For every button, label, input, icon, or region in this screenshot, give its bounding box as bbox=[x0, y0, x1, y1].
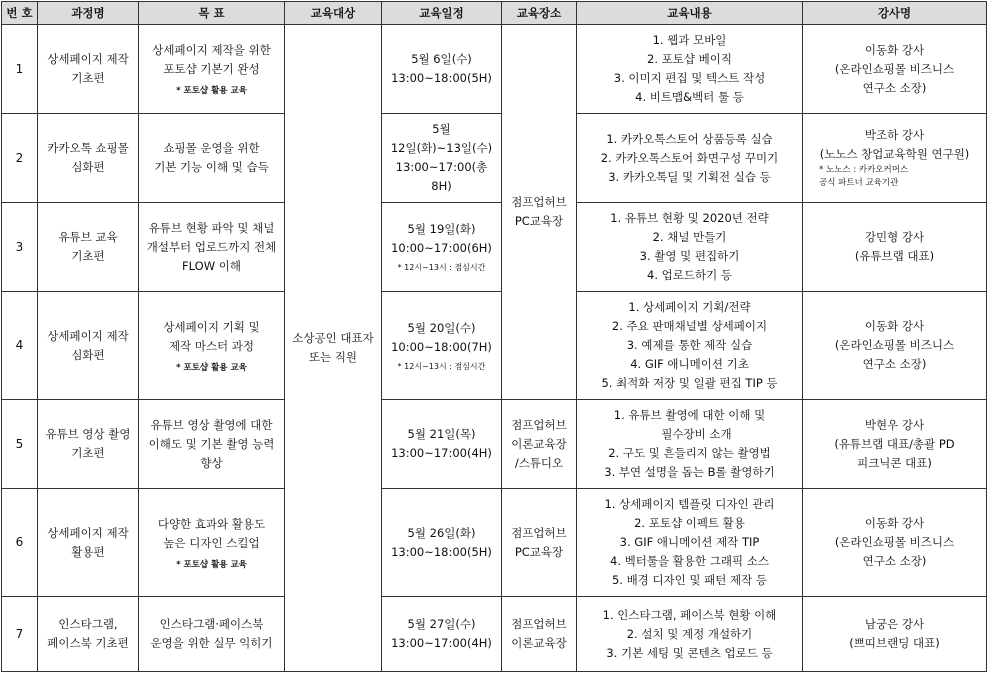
text-line: 5월 21일(목) bbox=[407, 427, 476, 441]
schedule-note: * 12시~13시 : 점심시간 bbox=[397, 263, 486, 272]
instructor bbox=[803, 292, 987, 400]
text-line: 4. GIF 애니메이션 기초 bbox=[630, 357, 749, 371]
text-line: 운영을 위한 실무 익히기 bbox=[150, 636, 273, 650]
text-line: 이론교육장 bbox=[511, 636, 567, 650]
instructor bbox=[803, 114, 987, 203]
text-line: 13:00~17:00(총 8H) bbox=[395, 160, 488, 193]
table-row bbox=[2, 114, 987, 203]
schedule bbox=[382, 400, 502, 489]
course-name bbox=[38, 114, 139, 203]
place-shared bbox=[502, 25, 577, 400]
place bbox=[502, 597, 577, 672]
row-number: 4 bbox=[2, 292, 38, 400]
text-line: 10:00~17:00(6H) bbox=[391, 241, 492, 255]
text-line: 포토샵 기본기 완성 bbox=[163, 62, 260, 76]
table-row bbox=[2, 203, 987, 292]
goal-note: * 포토샵 활용 교육 bbox=[176, 86, 247, 96]
content-list bbox=[577, 489, 803, 597]
education-schedule-table bbox=[1, 1, 987, 672]
table-row bbox=[2, 25, 987, 114]
text-line: 강민형 강사 bbox=[864, 230, 925, 244]
text-line: 5월 6일(수) bbox=[411, 52, 472, 66]
text-line: (온라인쇼핑몰 비즈니스 bbox=[834, 535, 955, 549]
text-line: 5월 bbox=[432, 122, 451, 136]
text-line: (유튜브랩 대표) bbox=[854, 249, 935, 263]
text-line: 심화편 bbox=[71, 347, 105, 362]
text-line: 5. 배경 디자인 및 패턴 제작 등 bbox=[611, 573, 768, 587]
content-list bbox=[577, 203, 803, 292]
header-instructor: 강사명 bbox=[803, 2, 987, 25]
text-line: 인스타그램, bbox=[58, 617, 118, 631]
text-line: 4. 업로드하기 등 bbox=[647, 268, 732, 282]
row-number: 2 bbox=[2, 114, 38, 203]
header-schedule: 교육일정 bbox=[382, 2, 502, 25]
text-line: 박현우 강사 bbox=[864, 417, 925, 432]
text-line: 향상 bbox=[200, 455, 223, 470]
table-row bbox=[2, 292, 987, 400]
goal-note: * 포토샵 활용 교육 bbox=[176, 559, 247, 570]
text-line: 박조하 강사 bbox=[864, 128, 925, 142]
header-course: 과정명 bbox=[38, 2, 139, 25]
text-line: 유튜브 영상 촬영에 대한 bbox=[150, 417, 273, 432]
text-line: 쇼핑몰 운영을 위한 bbox=[163, 141, 260, 155]
header-place: 교육장소 bbox=[502, 2, 577, 25]
target-audience bbox=[285, 25, 382, 672]
text-line: 1. 웹과 모바일 bbox=[652, 33, 727, 47]
text-line: (유튜브랩 대표/총괄 PD bbox=[834, 436, 955, 451]
text-line: 이동화 강사 bbox=[864, 42, 925, 57]
text-line: PC교육장 bbox=[514, 214, 564, 228]
goal-note: * 포토샵 활용 교육 bbox=[176, 362, 247, 373]
header-content: 교육내용 bbox=[577, 2, 803, 25]
text-line: 카카오톡 쇼핑몰 bbox=[47, 141, 129, 155]
instructor-note: * 노노스 : 카카오커머스 공식 파트너 교육기관 bbox=[819, 165, 909, 188]
content-list bbox=[577, 597, 803, 672]
text-line: 상세페이지 제작 bbox=[47, 525, 129, 540]
text-line: 기초편 bbox=[71, 446, 105, 460]
instructor bbox=[803, 203, 987, 292]
text-line: 10:00~18:00(7H) bbox=[391, 339, 492, 354]
content-list bbox=[577, 400, 803, 489]
text-line: 유튜브 교육 bbox=[58, 230, 118, 244]
text-line: 필수장비 소개 bbox=[661, 427, 732, 441]
text-line: PC교육장 bbox=[514, 544, 564, 559]
text-line: 1. 상세페이지 기획/전략 bbox=[628, 300, 751, 314]
text-line: /스튜디오 bbox=[514, 455, 564, 470]
header-row bbox=[2, 2, 987, 25]
instructor bbox=[803, 489, 987, 597]
text-line: 기초편 bbox=[71, 249, 105, 263]
text-line: 2. 카카오톡스토어 화면구성 꾸미기 bbox=[600, 150, 779, 165]
text-line: 이해도 및 기본 촬영 능력 bbox=[148, 436, 275, 451]
text-line: 기초편 bbox=[71, 71, 105, 85]
text-line: 제작 마스터 과정 bbox=[168, 338, 255, 353]
row-number: 6 bbox=[2, 489, 38, 597]
course-name bbox=[38, 25, 139, 114]
goal bbox=[139, 597, 285, 672]
text-line: 상세페이지 제작 bbox=[47, 52, 129, 66]
text-line: 페이스북 기초편 bbox=[47, 636, 129, 650]
row-number: 5 bbox=[2, 400, 38, 489]
instructor bbox=[803, 400, 987, 489]
text-line: 유튜브 현황 파악 및 채널 bbox=[148, 220, 275, 235]
text-line: 3. 이미지 편집 및 텍스트 작성 bbox=[613, 71, 766, 85]
course-name bbox=[38, 203, 139, 292]
text-line: 1. 유튜브 현황 및 2020년 전략 bbox=[610, 211, 769, 225]
text-line: 1. 유튜브 촬영에 대한 이해 및 bbox=[613, 408, 766, 422]
text-line: 13:00~18:00(5H) bbox=[391, 544, 492, 559]
text-line: 4. 벡터툴을 활용한 그래픽 소스 bbox=[610, 554, 769, 568]
goal bbox=[139, 203, 285, 292]
text-line: 인스타그램·페이스북 bbox=[159, 617, 264, 631]
goal bbox=[139, 114, 285, 203]
text-line: 연구소 소장) bbox=[862, 80, 927, 95]
text-line: 5. 최적화 저장 및 일괄 편집 TIP 등 bbox=[601, 376, 778, 390]
text-line: 1. 인스타그램, 페이스북 현황 이해 bbox=[602, 607, 777, 622]
text-line: 소상공인 대표자 bbox=[292, 331, 374, 345]
table-row bbox=[2, 489, 987, 597]
text-line: 3. 예제를 통한 제작 실습 bbox=[626, 338, 753, 352]
text-line: 12일(화)~13일(수) bbox=[390, 141, 493, 155]
row-number: 3 bbox=[2, 203, 38, 292]
text-line: 2. 구도 및 흔들리지 않는 촬영법 bbox=[608, 446, 771, 460]
instructor bbox=[803, 597, 987, 672]
text-line: 이동화 강사 bbox=[864, 516, 925, 530]
text-line: (쁘띠브랜딩 대표) bbox=[849, 636, 940, 650]
text-line: (온라인쇼핑몰 비즈니스 bbox=[834, 338, 955, 352]
text-line: 3. GIF 애니메이션 제작 TIP bbox=[619, 535, 760, 549]
header-target: 교육대상 bbox=[285, 2, 382, 25]
schedule bbox=[382, 203, 502, 292]
text-line: 이론교육장 bbox=[511, 436, 567, 451]
goal bbox=[139, 489, 285, 597]
goal bbox=[139, 292, 285, 400]
row-number: 1 bbox=[2, 25, 38, 114]
header-no: 번 호 bbox=[2, 2, 38, 25]
text-line: 연구소 소장) bbox=[862, 554, 927, 568]
text-line: 5월 20일(수) bbox=[407, 320, 476, 335]
text-line: 연구소 소장) bbox=[862, 357, 927, 371]
text-line: 상세페이지 제작 bbox=[47, 328, 129, 343]
schedule bbox=[382, 292, 502, 400]
content-list bbox=[577, 292, 803, 400]
course-name bbox=[38, 400, 139, 489]
text-line: 3. 기본 세팅 및 콘텐츠 업로드 등 bbox=[606, 645, 773, 660]
text-line: 점프업허브 bbox=[511, 417, 567, 432]
text-line: 유튜브 영상 촬영 bbox=[45, 427, 131, 441]
text-line: 활용편 bbox=[71, 544, 105, 559]
text-line: (노노스 창업교육학원 연구원) bbox=[819, 147, 970, 161]
text-line: 2. 주요 판매채널별 상세페이지 bbox=[611, 319, 768, 333]
text-line: 1. 카카오톡스토어 상품등록 실습 bbox=[606, 131, 773, 146]
text-line: FLOW 이해 bbox=[182, 258, 241, 273]
text-line: 2. 포토샵 베이직 bbox=[647, 52, 732, 66]
header-goal: 목 표 bbox=[139, 2, 285, 25]
content-list bbox=[577, 25, 803, 114]
text-line: 3. 촬영 및 편집하기 bbox=[639, 249, 740, 263]
text-line: 5월 26일(화) bbox=[407, 525, 476, 540]
place bbox=[502, 400, 577, 489]
table-row bbox=[2, 597, 987, 672]
content-list bbox=[577, 114, 803, 203]
text-line: 1. 상세페이지 템플릿 디자인 관리 bbox=[604, 497, 775, 511]
schedule bbox=[382, 114, 502, 203]
goal bbox=[139, 400, 285, 489]
text-line: 또는 직원 bbox=[308, 350, 358, 364]
text-line: 13:00~18:00(5H) bbox=[391, 71, 492, 85]
place bbox=[502, 489, 577, 597]
text-line: 3. 부연 설명을 돕는 B롤 촬영하기 bbox=[604, 465, 775, 479]
text-line: 기본 기능 이해 및 습득 bbox=[154, 160, 269, 174]
text-line: 남궁은 강사 bbox=[864, 617, 925, 631]
course-name bbox=[38, 597, 139, 672]
text-line: 다양한 효과와 활용도 bbox=[157, 516, 266, 531]
text-line: (온라인쇼핑몰 비즈니스 bbox=[834, 61, 955, 76]
instructor bbox=[803, 25, 987, 114]
course-name bbox=[38, 292, 139, 400]
text-line: 3. 카카오톡딜 및 기획전 실습 등 bbox=[608, 169, 771, 184]
text-line: 높은 디자인 스킬업 bbox=[163, 535, 260, 550]
text-line: 5월 27일(수) bbox=[407, 617, 476, 631]
table-row bbox=[2, 400, 987, 489]
text-line: 2. 설치 및 계정 개설하기 bbox=[626, 626, 753, 641]
text-line: 점프업허브 bbox=[511, 525, 567, 540]
schedule bbox=[382, 25, 502, 114]
text-line: 2. 포토샵 이펙트 활용 bbox=[634, 516, 745, 530]
row-number: 7 bbox=[2, 597, 38, 672]
text-line: 2. 채널 만들기 bbox=[652, 230, 727, 244]
text-line: 상세페이지 기획 및 bbox=[163, 319, 260, 334]
goal bbox=[139, 25, 285, 114]
schedule-note: * 12시~13시 : 점심시간 bbox=[397, 361, 486, 371]
course-name bbox=[38, 489, 139, 597]
text-line: 13:00~17:00(4H) bbox=[391, 636, 492, 650]
schedule bbox=[382, 597, 502, 672]
text-line: 개설부터 업로드까지 전체 bbox=[146, 239, 277, 254]
text-line: 상세페이지 제작을 위한 bbox=[152, 43, 271, 57]
text-line: 심화편 bbox=[71, 160, 105, 174]
text-line: 피크닉콘 대표) bbox=[857, 455, 932, 470]
text-line: 이동화 강사 bbox=[864, 319, 925, 333]
text-line: 점프업허브 bbox=[511, 617, 567, 631]
schedule bbox=[382, 489, 502, 597]
text-line: 점프업허브 bbox=[511, 195, 567, 209]
text-line: 13:00~17:00(4H) bbox=[391, 446, 492, 460]
text-line: 5월 19일(화) bbox=[407, 222, 476, 236]
text-line: 4. 비트맵&벡터 툴 등 bbox=[635, 90, 744, 104]
